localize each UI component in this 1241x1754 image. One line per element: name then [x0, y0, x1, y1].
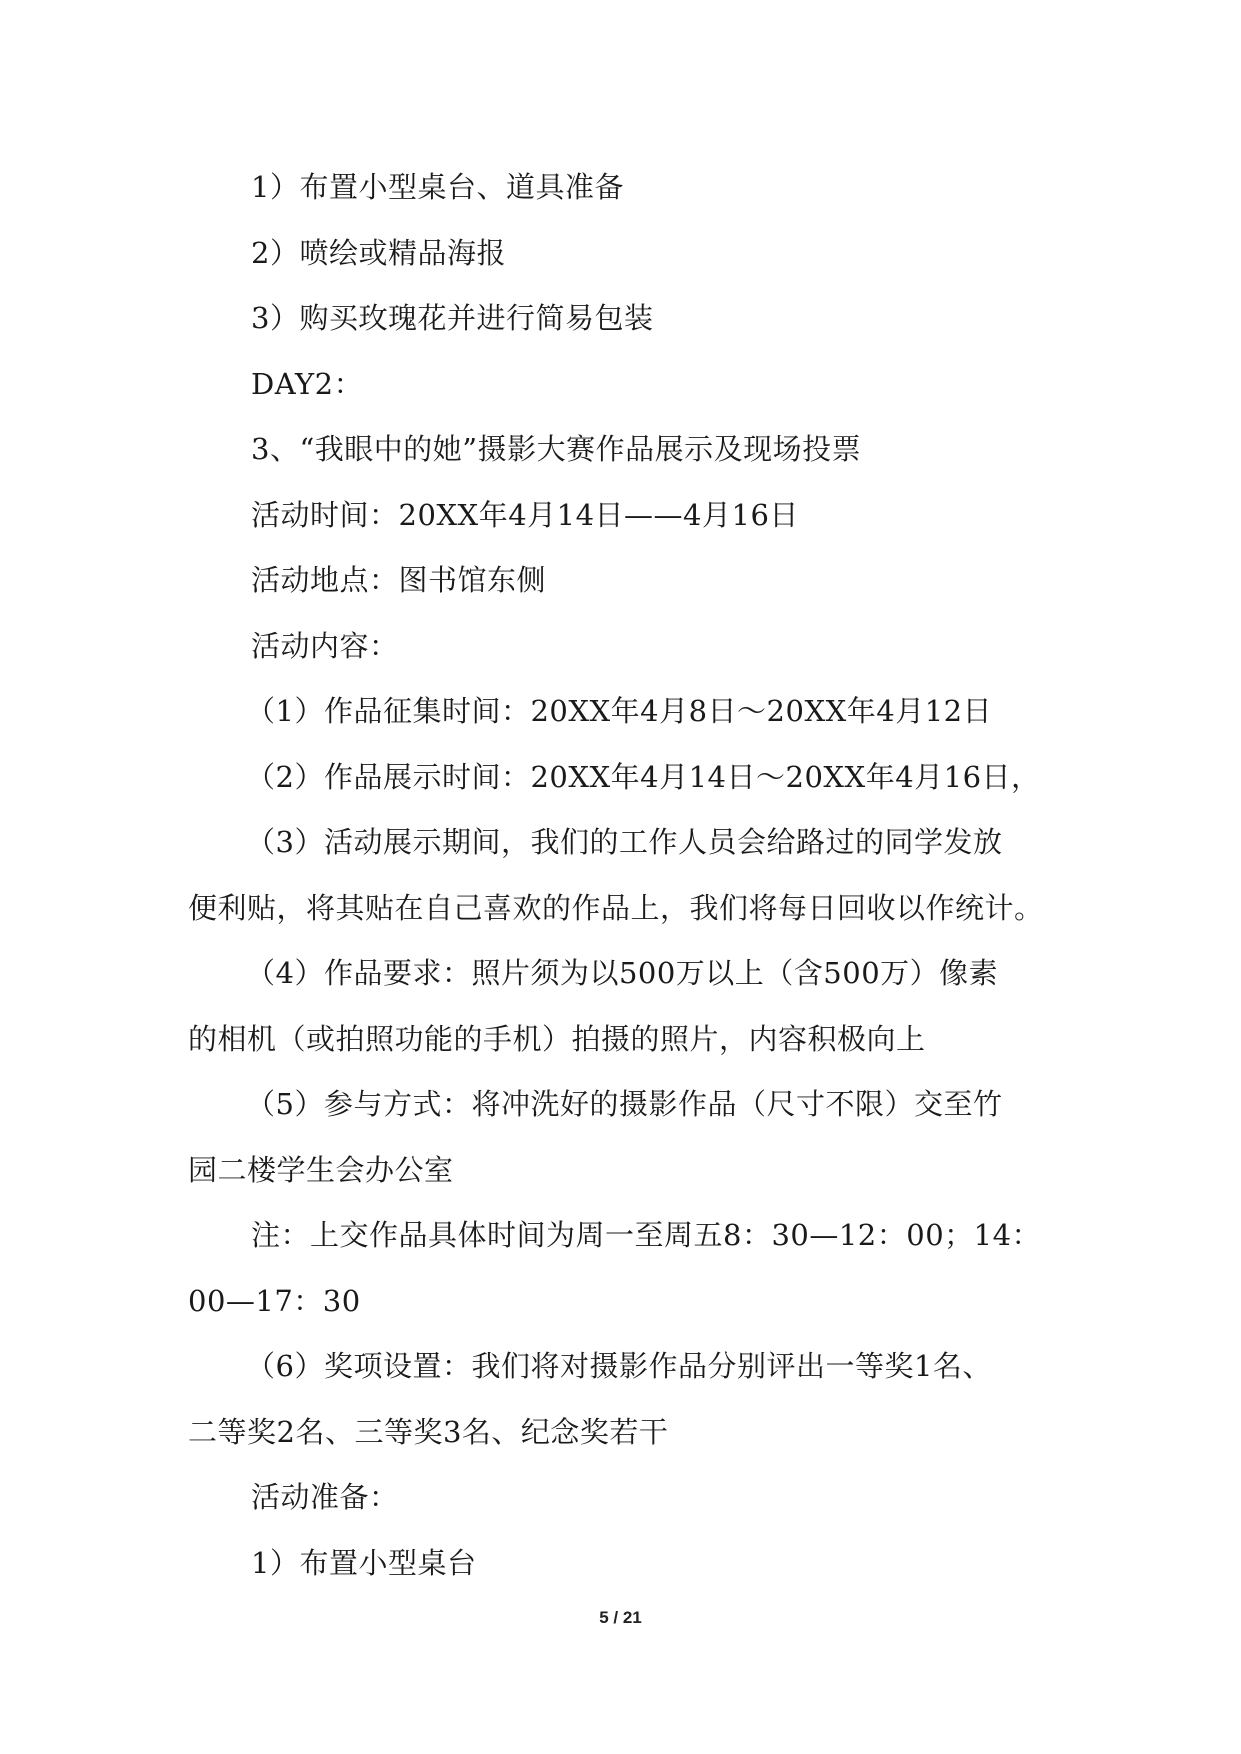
- text-line: 3）购买玫瑰花并进行简易包装: [251, 301, 654, 335]
- text-line: （3）活动展示期间，我们的工作人员会给路过的同学发放: [246, 825, 1003, 859]
- text-line: 3、“我眼中的她”摄影大赛作品展示及现场投票: [251, 432, 862, 466]
- text-line: （4）作品要求：照片须为以500万以上（含500万）像素: [246, 956, 999, 990]
- text-line: 活动时间：20XX年4月14日——4月16日: [251, 497, 799, 532]
- text-line: DAY2：: [251, 366, 364, 401]
- text-line: （1）作品征集时间：20XX年4月8日～20XX年4月12日: [246, 694, 993, 728]
- text-line: 活动准备：: [251, 1480, 399, 1514]
- text-line: 的相机（或拍照功能的手机）拍摄的照片，内容积极向上: [188, 1021, 926, 1056]
- text-line: 1）布置小型桌台: [251, 1545, 477, 1580]
- text-line: （2）作品展示时间：20XX年4月14日～20XX年4月16日，: [246, 759, 1041, 794]
- text-line: 1）布置小型桌台、道具准备: [251, 170, 624, 204]
- text-line: 活动内容：: [251, 628, 399, 663]
- document-body: [188, 155, 1058, 1596]
- text-line: （5）参与方式：将冲洗好的摄影作品（尺寸不限）交至竹: [246, 1087, 1003, 1121]
- text-line: 二等奖2名、三等奖3名、纪念奖若干: [188, 1414, 669, 1449]
- text-line: 园二楼学生会办公室: [188, 1152, 454, 1187]
- page-number: 5 / 21: [599, 1608, 642, 1627]
- text-line: 00—17：30: [188, 1283, 361, 1318]
- text-line: 注：上交作品具体时间为周一至周五8：30—12：00；14：: [251, 1218, 1042, 1252]
- text-line: 便利贴，将其贴在自己喜欢的作品上，我们将每日回收以作统计。: [188, 890, 1044, 925]
- text-line: 活动地点：图书馆东侧: [251, 563, 547, 597]
- text-line: 2）喷绘或精品海报: [251, 235, 506, 270]
- text-line: （6）奖项设置：我们将对摄影作品分别评出一等奖1名、: [246, 1349, 992, 1383]
